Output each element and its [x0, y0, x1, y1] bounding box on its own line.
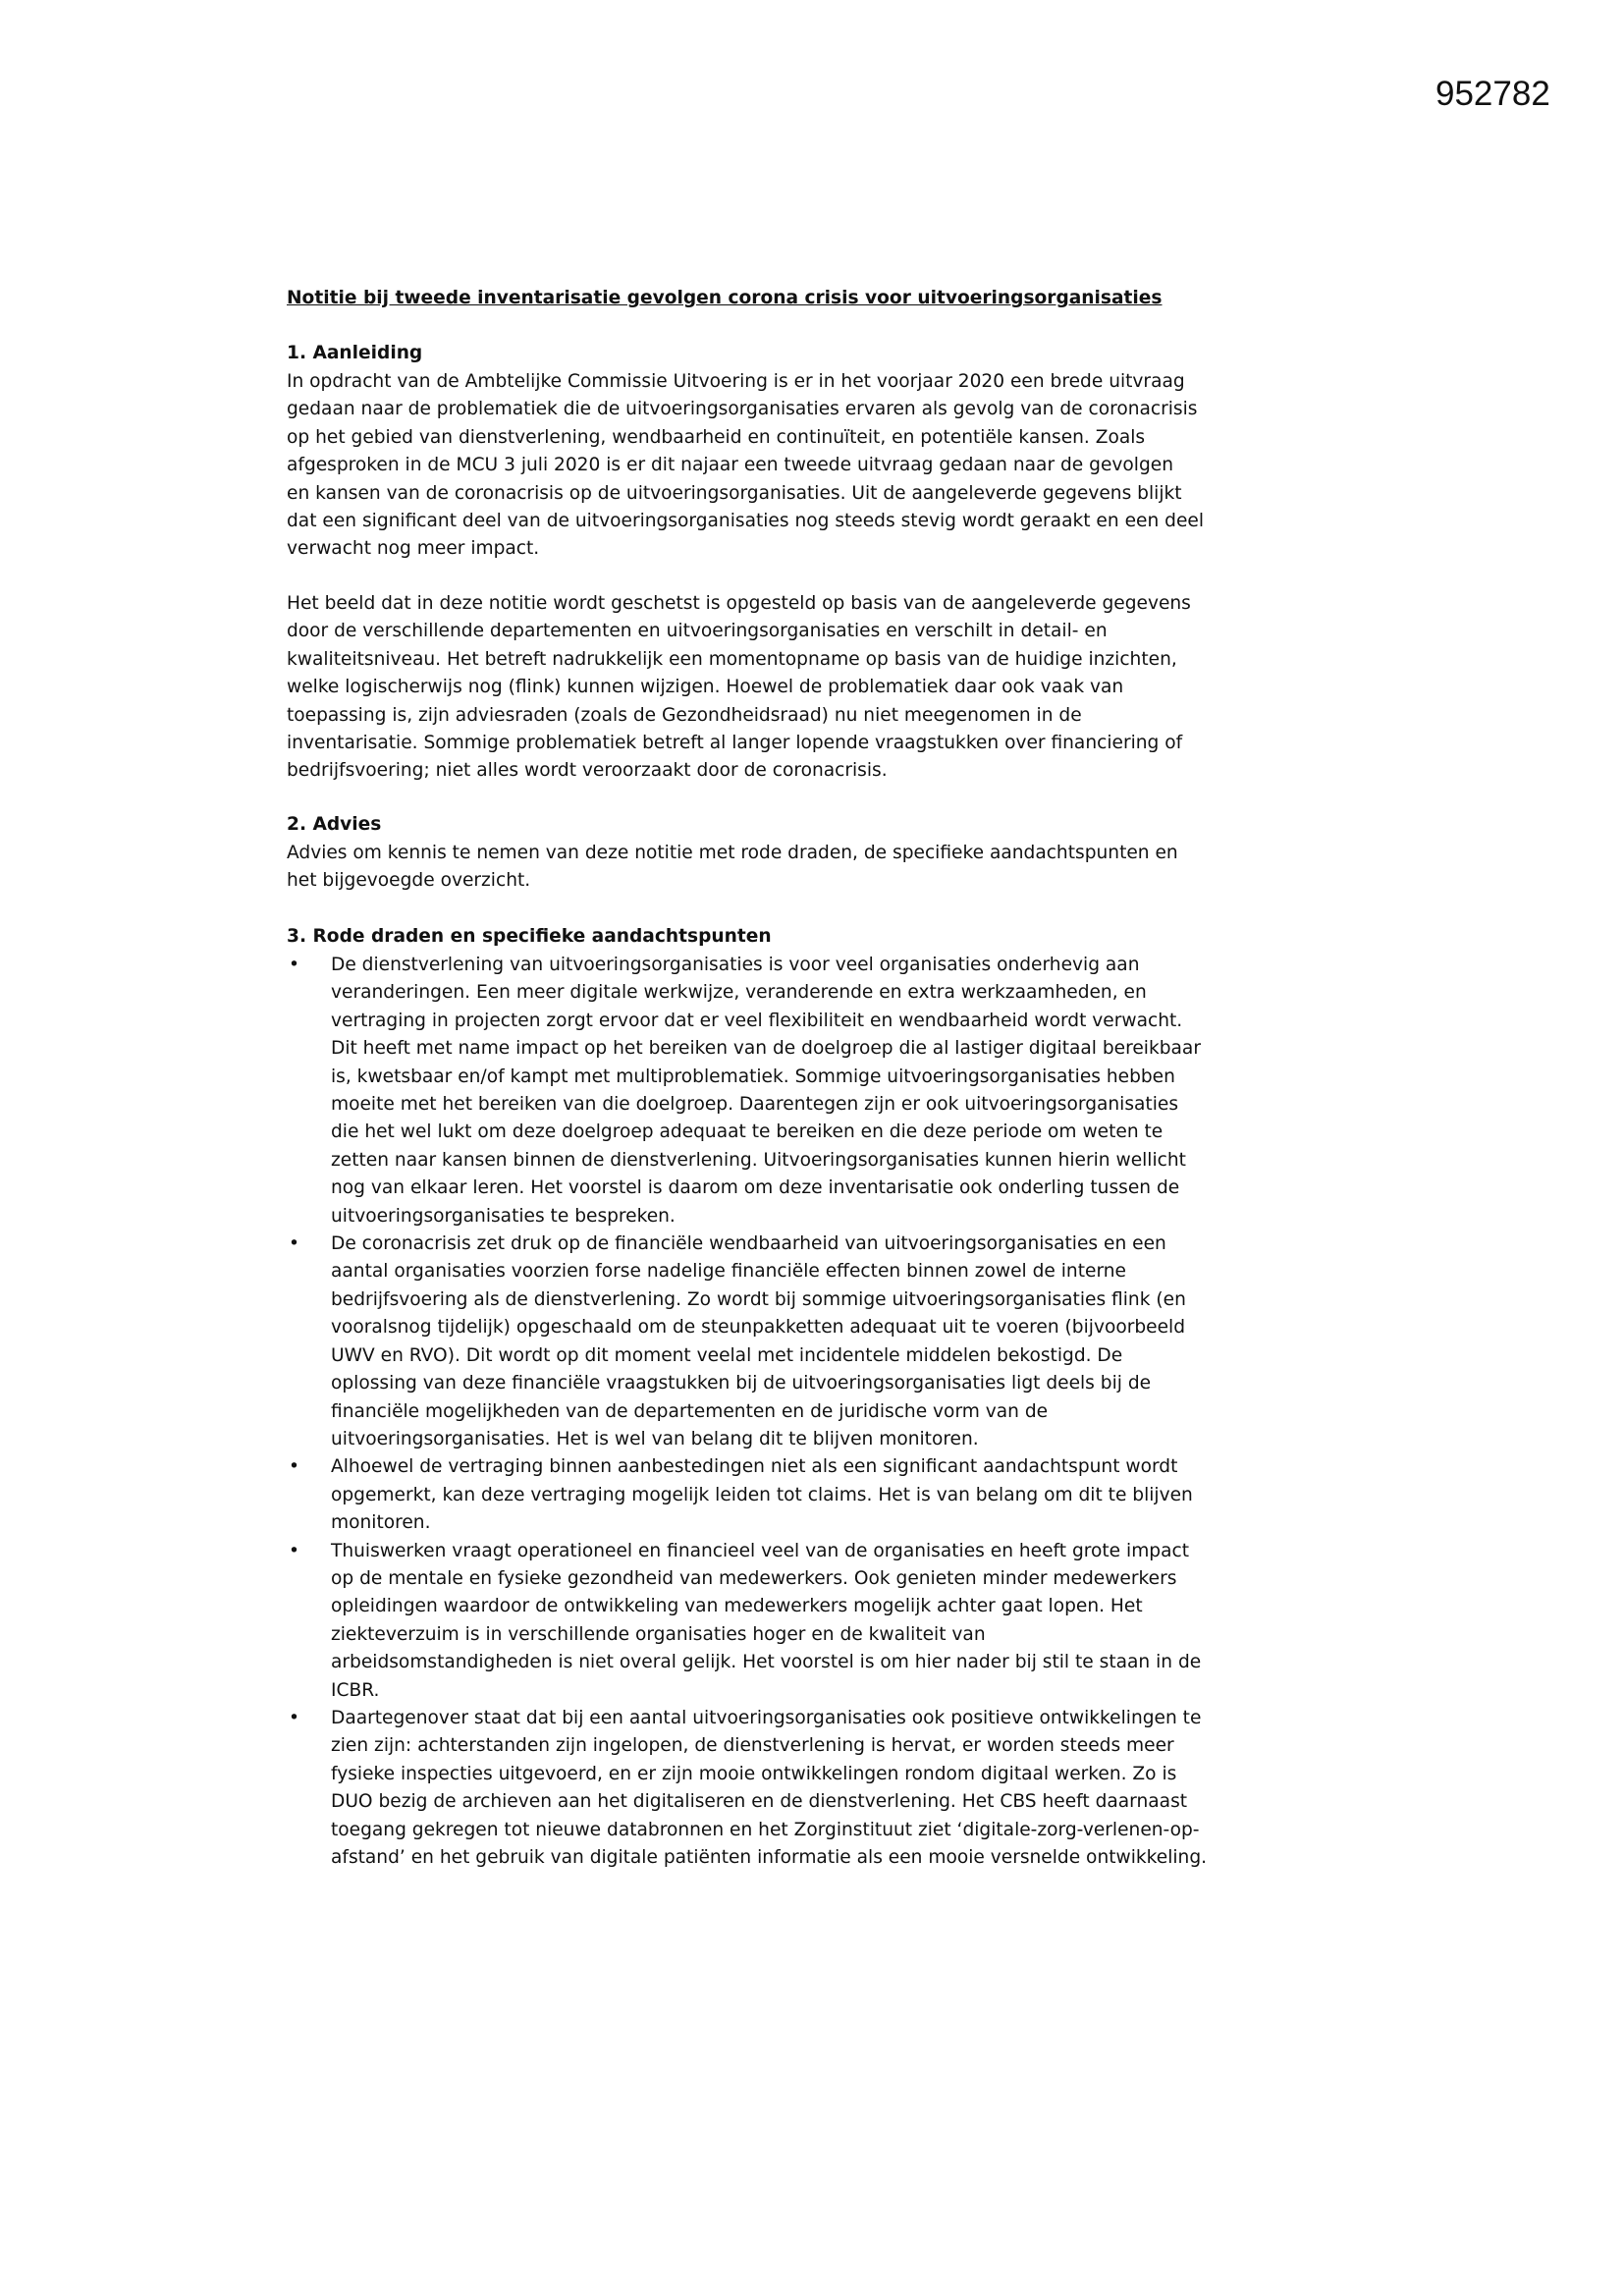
- text-line: toegang gekregen tot nieuwe databronnen en het Zorginstituut ziet ‘digitale-zorg-verlenen-op-: [331, 1819, 1200, 1840]
- text-line: In opdracht van de Ambtelijke Commissie Uitvoering is er in het voorjaar 2020 een brede uitvraag: [287, 371, 1185, 392]
- text-line: arbeidsomstandigheden is niet overal gelijk. Het voorstel is om hier nader bij stil te staan in de: [331, 1652, 1202, 1673]
- heading-aanleiding: 1. Aanleiding: [287, 343, 423, 363]
- text-line: op de mentale en fysieke gezondheid van medewerkers. Ook genieten minder medewerkers: [331, 1567, 1177, 1589]
- text-line: Advies om kennis te nemen van deze notitie met rode draden, de specifieke aandachtspunten en: [287, 843, 1178, 863]
- list-item: [287, 952, 1367, 1230]
- text-line: is, kwetsbaar en/of kampt met multiproblematiek. Sommige uitvoeringsorganisaties hebben: [331, 1066, 1175, 1087]
- paragraph-aanleiding-2: [287, 590, 1367, 786]
- text-line: De dienstverlening van uitvoeringsorganisaties is voor veel organisaties onderhevig aan: [331, 955, 1140, 975]
- text-line: oplossing van deze financiële vraagstukken bij de uitvoeringsorganisaties ligt deels bij de: [331, 1373, 1152, 1394]
- bullet-icon: •: [289, 955, 299, 975]
- text-line: opgemerkt, kan deze vertraging mogelijk leiden tot claims. Het is van belang om dit te blijven: [331, 1484, 1193, 1505]
- text-line: monitoren.: [331, 1512, 431, 1534]
- text-line: afstand’ en het gebruik van digitale patiënten informatie als een mooie versnelde ontwikkeling.: [331, 1847, 1208, 1868]
- text-line: die het wel lukt om deze doelgroep adequaat te bereiken en die deze periode om weten te: [331, 1121, 1164, 1143]
- text-line: vooralsnog tijdelijk) opgeschaald om de steunpakketten adequaat uit te voeren (bijvoorbeeld: [331, 1317, 1185, 1339]
- heading-rode-draden: 3. Rode draden en specifieke aandachtspunten: [287, 926, 772, 947]
- text-line: zetten naar kansen binnen de dienstverlening. Uitvoeringsorganisaties kunnen hierin wellicht: [331, 1149, 1186, 1171]
- text-line: moeite met het bereiken van die doelgroep. Daarentegen zijn er ook uitvoeringsorganisaties: [331, 1094, 1179, 1116]
- text-line: ICBR.: [331, 1679, 380, 1701]
- text-line: en kansen van de coronacrisis op de uitvoeringsorganisaties. Uit de aangeleverde gegevens blijkt: [287, 482, 1182, 504]
- text-line: vertraging in projecten zorgt ervoor dat er veel flexibiliteit en wendbaarheid wordt verwacht.: [331, 1010, 1183, 1031]
- text-line: gedaan naar de problematiek die de uitvoeringsorganisaties ervaren als gevolg van de coronacrisis: [287, 399, 1198, 420]
- text-line: uitvoeringsorganisaties te bespreken.: [331, 1205, 676, 1227]
- text-line: uitvoeringsorganisaties. Het is wel van belang dit te blijven monitoren.: [331, 1428, 979, 1449]
- text-line: inventarisatie. Sommige problematiek betreft al langer lopende vraagstukken over financiering of: [287, 733, 1183, 754]
- text-line: bedrijfsvoering als de dienstverlening. Zo wordt bij sommige uitvoeringsorganisaties flink (en: [331, 1288, 1186, 1310]
- text-line: aantal organisaties voorzien forse nadelige financiële effecten binnen zowel de interne: [331, 1261, 1126, 1283]
- text-line: verwacht nog meer impact.: [287, 538, 540, 560]
- text-line: fysieke inspecties uitgevoerd, en er zijn mooie ontwikkelingen rondom digitaal werken. Zo is: [331, 1763, 1177, 1784]
- list-item: [287, 1230, 1367, 1453]
- text-line: UWV en RVO). Dit wordt op dit moment veelal met incidentele middelen bekostigd. De: [331, 1344, 1123, 1366]
- text-line: Alhoewel de vertraging binnen aanbestedingen niet als een significant aandachtspunt wordt: [331, 1456, 1178, 1478]
- bullet-icon: •: [289, 1456, 299, 1478]
- text-line: financiële mogelijkheden van de departementen en de juridische vorm van de: [331, 1400, 1049, 1422]
- text-line: dat een significant deel van de uitvoeringsorganisaties nog steeds stevig wordt geraakt en een deel: [287, 511, 1204, 532]
- text-line: zien zijn: achterstanden zijn ingelopen, de dienstverlening is hervat, er worden steeds meer: [331, 1735, 1174, 1757]
- bullet-icon: •: [289, 1540, 299, 1561]
- list-item: [287, 1538, 1367, 1705]
- text-line: op het gebied van dienstverlening, wendbaarheid en continuïteit, en potentiële kansen. Zoals: [287, 426, 1146, 448]
- text-line: opleidingen waardoor de ontwikkeling van medewerkers mogelijk achter gaat lopen. Het: [331, 1596, 1143, 1617]
- text-line: toepassing is, zijn adviesraden (zoals de Gezondheidsraad) nu niet meegenomen in de: [287, 704, 1082, 726]
- document-title: Notitie bij tweede inventarisatie gevolgen corona crisis voor uitvoeringsorganisaties: [287, 288, 1163, 308]
- heading-advies: 2. Advies: [287, 814, 382, 835]
- text-line: DUO bezig de archieven aan het digitaliseren en de dienstverlening. Het CBS heeft daarnaast: [331, 1791, 1188, 1813]
- text-line: Daartegenover staat dat bij een aantal uitvoeringsorganisaties ook positieve ontwikkelingen te: [331, 1707, 1202, 1728]
- document-number: 952782: [1435, 75, 1550, 113]
- text-line: veranderingen. Een meer digitale werkwijze, veranderende en extra werkzaamheden, en: [331, 982, 1147, 1004]
- paragraph-aanleiding-1: [287, 368, 1367, 564]
- bullet-icon: •: [289, 1707, 299, 1728]
- text-line: bedrijfsvoering; niet alles wordt veroorzaakt door de coronacrisis.: [287, 760, 888, 782]
- text-line: het bijgevoegde overzicht.: [287, 870, 531, 892]
- text-line: nog van elkaar leren. Het voorstel is daarom om deze inventarisatie ook onderling tussen de: [331, 1177, 1180, 1199]
- text-line: De coronacrisis zet druk op de financiële wendbaarheid van uitvoeringsorganisaties en een: [331, 1233, 1166, 1255]
- bullet-icon: •: [289, 1233, 299, 1255]
- text-line: kwaliteitsniveau. Het betreft nadrukkelijk een momentopname op basis van de huidige inzichten,: [287, 648, 1177, 670]
- list-item: [287, 1453, 1367, 1537]
- text-line: door de verschillende departementen en uitvoeringsorganisaties en verschilt in detail- en: [287, 621, 1108, 642]
- text-line: ziekteverzuim is in verschillende organisaties hoger en de kwaliteit van: [331, 1623, 986, 1645]
- text-line: Thuiswerken vraagt operationeel en financieel veel van de organisaties en heeft grote impact: [331, 1540, 1190, 1561]
- text-line: afgesproken in de MCU 3 juli 2020 is er dit najaar een tweede uitvraag gedaan naar de gevolgen: [287, 455, 1173, 476]
- text-line: Het beeld dat in deze notitie wordt geschetst is opgesteld op basis van de aangeleverde gegevens: [287, 593, 1191, 614]
- list-item: [287, 1705, 1367, 1872]
- text-line: welke logischerwijs nog (flink) kunnen wijzigen. Hoewel de problematiek daar ook vaak van: [287, 677, 1124, 698]
- text-line: Dit heeft met name impact op het bereiken van de doelgroep die al lastiger digitaal bereikbaar: [331, 1038, 1201, 1060]
- paragraph-advies: [287, 840, 1367, 896]
- bullet-list: [287, 952, 1367, 1872]
